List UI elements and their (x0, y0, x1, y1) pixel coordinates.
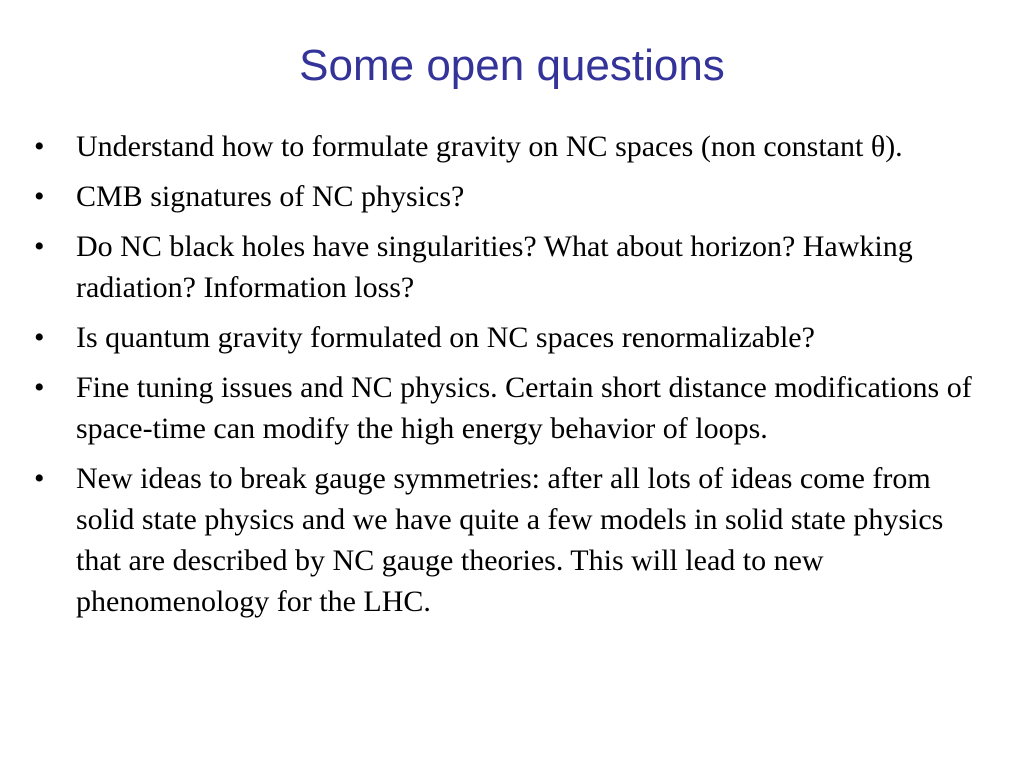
bullet-text: Fine tuning issues and NC physics. Certain short distance modifications of space-time can modify the high energy behavior of loops. (76, 371, 972, 445)
bullet-list (32, 126, 972, 631)
bullet-item (32, 176, 972, 217)
bullet-icon: • (34, 230, 45, 263)
bullet-text: Is quantum gravity formulated on NC spaces renormalizable? (76, 321, 815, 354)
bullet-text: CMB signatures of NC physics? (76, 180, 465, 213)
bullet-icon: • (34, 180, 45, 213)
slide-title: Some open questions (299, 41, 725, 90)
bullet-text: New ideas to break gauge symmetries: after all lots of ideas come from solid state physics and we have quite a few models in solid state physics that are described by NC gauge theories. This will lead to new phenomenology for the LHC. (76, 462, 944, 618)
bullet-text: Do NC black holes have singularities? What about horizon? Hawking radiation? Information loss? (76, 230, 913, 304)
bullet-item (32, 226, 972, 308)
bullet-icon: • (34, 321, 45, 354)
bullet-item (32, 317, 972, 358)
bullet-item (32, 126, 972, 167)
bullet-item (32, 367, 972, 449)
bullet-item (32, 458, 972, 622)
bullet-text: Understand how to formulate gravity on NC spaces (non constant θ). (76, 130, 903, 163)
bullet-icon: • (34, 462, 45, 495)
bullet-icon: • (34, 130, 45, 163)
bullet-icon: • (34, 371, 45, 404)
